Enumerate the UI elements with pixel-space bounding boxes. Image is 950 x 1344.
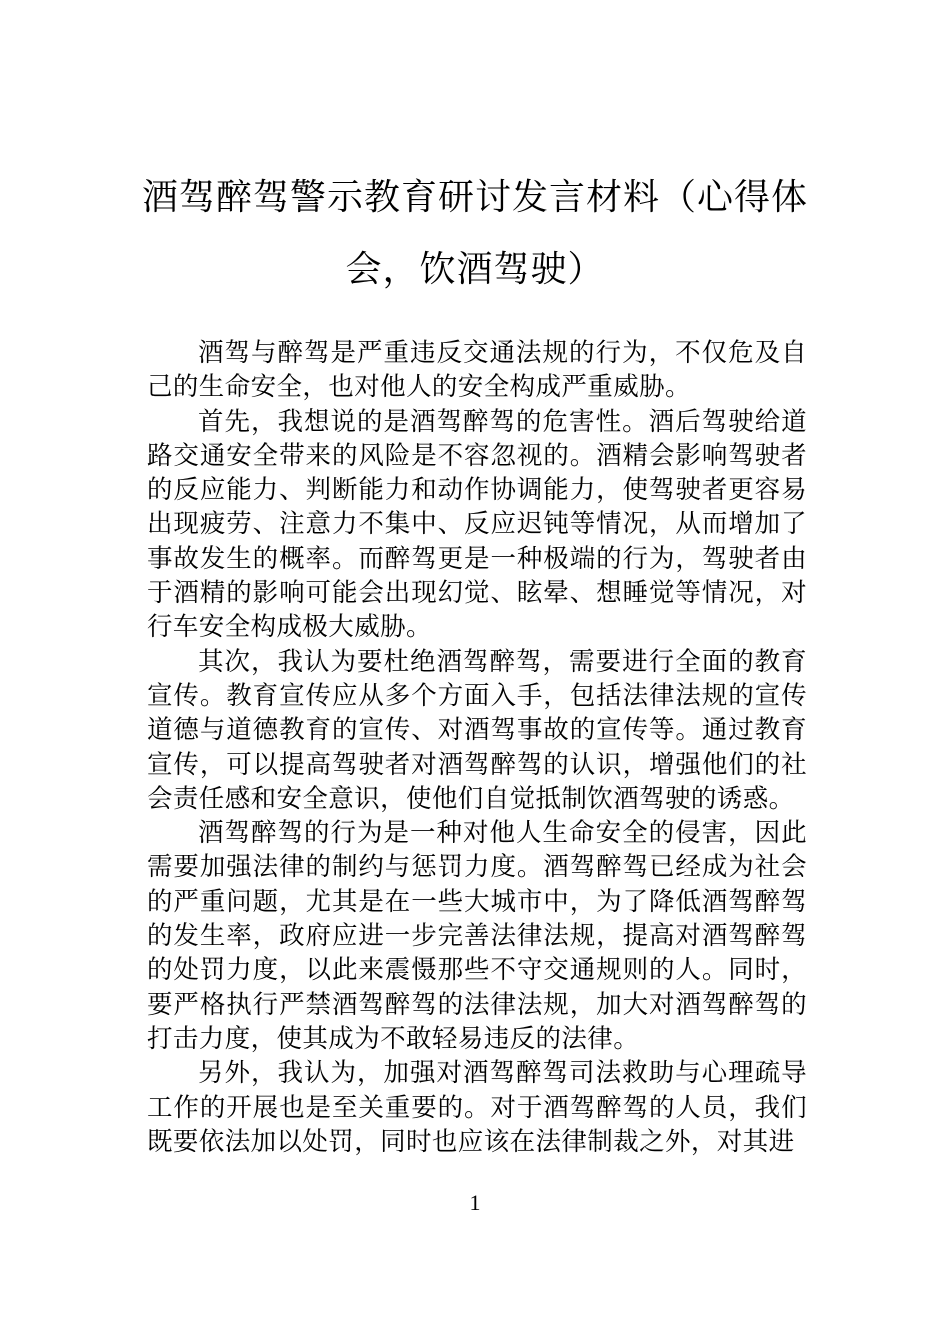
paragraph: 首先，我想说的是酒驾醉驾的危害性。酒后驾驶给道路交通安全带来的风险是不容忽视的。酒精会影响驾驶者的反应能力、判断能力和动作协调能力，使驾驶者更容易出现疲劳、注意力不集中、反应迟钝等情况，从而增加了事故发生的概率。而醉驾更是一种极端的行为，驾驶者由于酒精的影响可能会出现幻觉、眩晕、想睡觉等情况，对行车安全构成极大威胁。	[147, 406, 807, 643]
paragraph: 其次，我认为要杜绝酒驾醉驾，需要进行全面的教育宣传。教育宣传应从多个方面入手，包括法律法规的宣传道德与道德教育的宣传、对酒驾事故的宣传等。通过教育宣传，可以提高驾驶者对酒驾醉驾的认识，增强他们的社会责任感和安全意识，使他们自觉抵制饮酒驾驶的诱惑。	[147, 646, 807, 814]
page-number: 1	[469, 1190, 481, 1215]
document-body	[147, 336, 807, 1159]
paragraph: 另外，我认为，加强对酒驾醉驾司法救助与心理疏导工作的开展也是至关重要的。对于酒驾醉驾的人员，我们既要依法加以处罚，同时也应该在法律制裁之外，对其进	[147, 1058, 807, 1157]
paragraph: 酒驾醉驾的行为是一种对他人生命安全的侵害，因此需要加强法律的制约与惩罚力度。酒驾醉驾已经成为社会的严重问题，尤其是在一些大城市中，为了降低酒驾醉驾的发生率，政府应进一步完善法律法规，提高对酒驾醉驾的处罚力度，以此来震慑那些不守交通规则的人。同时，要严格执行严禁酒驾醉驾的法律法规，加大对酒驾醉驾的打击力度，使其成为不敢轻易违反的法律。	[147, 818, 807, 1054]
paragraph: 酒驾与醉驾是严重违反交通法规的行为，不仅危及自己的生命安全，也对他人的安全构成严重威胁。	[147, 338, 807, 403]
document-title: 酒驾醉驾警示教育研讨发言材料（心得体会，饮酒驾驶）	[141, 177, 808, 290]
